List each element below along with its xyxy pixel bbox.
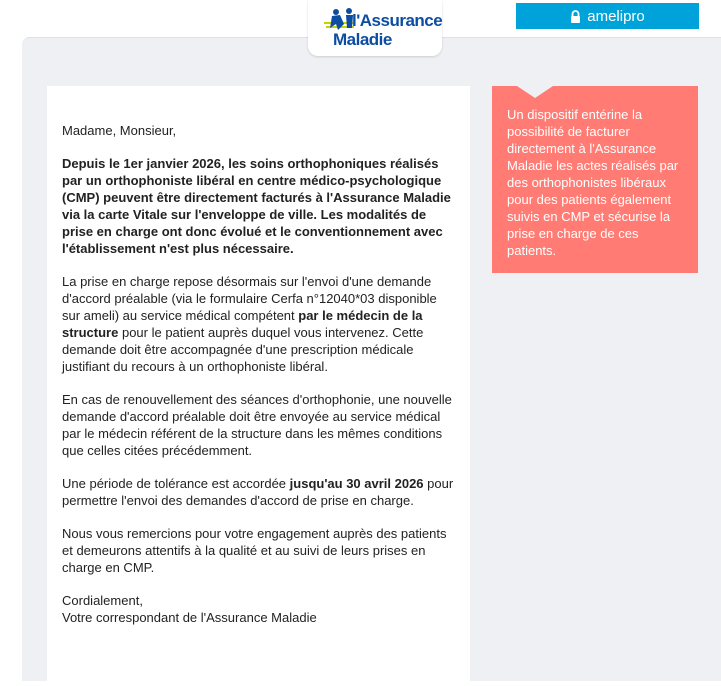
amelipro-label: amelipro: [587, 7, 645, 25]
procedure-text-a: La prise en charge repose désormais sur l'envoi d'une demande d'accord préalable (via le formulaire Cerfa n°12040*03 disponible sur ameli) au service médical compétent: [62, 274, 437, 323]
intro-paragraph: [62, 155, 454, 257]
thanks-paragraph: Nous vous remercions pour votre engagement auprès des patients et demeurons attentifs à la qualité et au suivi de leurs prises en charge en CMP.: [62, 526, 447, 575]
intro-bold: Depuis le 1er janvier 2026, les soins orthophoniques réalisés par un orthophoniste libéral en centre médico-psychologique (CMP) peuvent être directement facturés à l'Assurance Maladie via la carte Vitale sur l'enveloppe de ville. Les modalités de prise en charge ont donc évolué et le conventionnement avec l'établissement n'est plus nécessaire.: [62, 156, 451, 256]
tolerance-text-a: Une période de tolérance est accordée: [62, 476, 290, 491]
closing: [62, 592, 454, 626]
renewal-paragraph: En cas de renouvellement des séances d'orthophonie, une nouvelle demande d'accord préalable doit être envoyée au service médical par le médecin référent de la structure dans les mêmes conditions que celles citées précédemment.: [62, 392, 452, 458]
tolerance-paragraph: [62, 475, 454, 509]
logo-text-line1: l'Assurance: [352, 11, 443, 30]
letter-card: [47, 86, 470, 686]
assurance-maladie-logo[interactable]: [308, 0, 442, 56]
procedure-paragraph: [62, 273, 454, 375]
procedure-bold: par le médecin de la structure: [62, 308, 423, 340]
closing-text: Cordialement,: [62, 593, 143, 608]
callout-notch: [517, 86, 553, 98]
signature: Votre correspondant de l'Assurance Maladie: [62, 610, 317, 625]
amelipro-button[interactable]: [516, 3, 699, 29]
summary-callout: [492, 86, 698, 273]
tolerance-date: jusqu'au 30 avril 2026: [289, 476, 424, 491]
summary-text: Un dispositif entérine la possibilité de facturer directement à l'Assurance Maladie les actes réalisés par des orthophonistes libéraux pour des patients également suivis en CMP et sécurise la prise en charge de ces patients.: [507, 107, 679, 258]
logo-text-line2: Maladie: [333, 30, 392, 49]
tolerance-text-b: pour permettre l'envoi des demandes d'accord de prise en charge.: [62, 476, 454, 508]
procedure-text-b: pour le patient auprès duquel vous intervenez. Cette demande doit être accompagnée d'une prescription médicale justifiant du recours à un orthophoniste libéral.: [62, 325, 424, 374]
lock-icon: [570, 10, 581, 23]
greeting: Madame, Monsieur,: [62, 123, 177, 138]
